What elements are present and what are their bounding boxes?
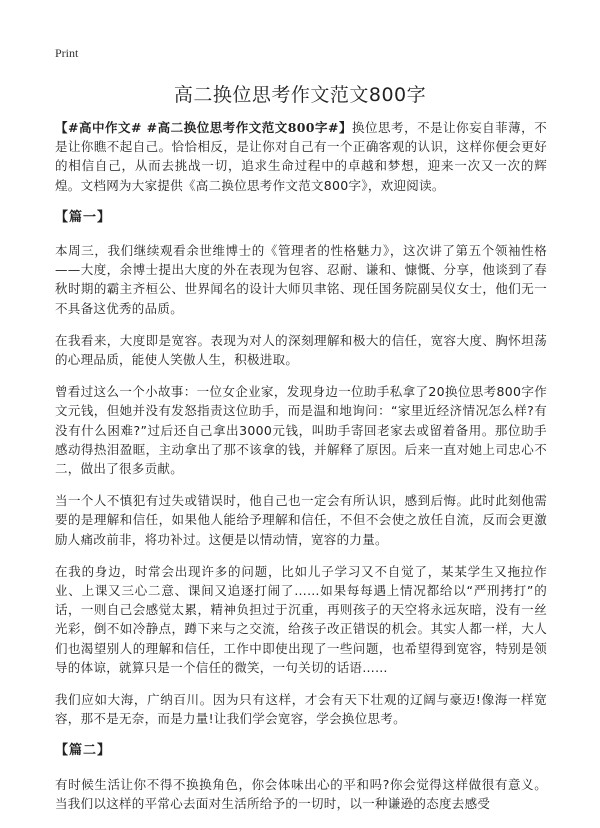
section-heading-1: 【篇一】 [55,209,112,225]
section-1-paragraph-2: 在我看来，大度即是宽容。表现为对人的深刻理解和极大的信任，宽容大度、胸怀坦荡的心理品质，能使人笑傲人生，积极进取。 [55,332,547,368]
section-2-paragraph-1: 有时候生活让你不得不换换角色，你会体味出心的平和吗?你会觉得这样做很有意义。当我们以这样的平常心去面对生活所给予的一切时，以一种谦逊的态度去感受 [55,776,547,811]
page-title: 高二换位思考作文范文800字 [173,84,427,106]
intro-text: 换位思考，不是让你妄自菲薄，不是让你瞧不起自己。恰恰相反，是让你对自己有一个正确客观的认识，这样你便会更好的相信自己，从而去挑战一切，追求生命过程中的卓越和梦想，迎来一次又一次的辉煌。文档网为大家提供《高二换位思考作文范文800字》，欢迎阅读。 [55,120,547,193]
section-1-paragraph-3: 曾看过这么一个小故事：一位女企业家，发现身边一位助手私拿了20换位思考800字作文元钱，但她并没有发怒指责这位助手，而是温和地询问：“家里近经济情况怎么样?有没有什么困难?”过后还自己拿出3000元钱，叫助手寄回老家去或留着备用。那位助手感动得热泪盈眶，主动拿出了那不该拿的钱，并解释了原因。后来一直对她上司忠心不二，做出了很多贡献。 [55,384,547,477]
section-1-paragraph-1: 本周三，我们继续观看余世维博士的《管理者的性格魅力》，这次讲了第五个领袖性格——大度，余博士提出大度的外在表现为包容、忍耐、谦和、慷慨、分享，他谈到了春秋时期的霸主齐桓公、世界闻名的设计大师贝聿铭、现任国务院副吴仪女士，他们无一不具备这优秀的品质。 [55,243,547,316]
section-1-paragraph-5: 在我的身边，时常会出现许多的问题，比如儿子学习又不自觉了，某某学生又拖拉作业、上课又三心二意、课间又追逐打闹了……如果每每遇上情况都给以“严刑拷打”的话，一则自己会感觉太累，精神负担过于沉重，再则孩子的天空将永远灰暗，没有一丝光彩，倒不如冷静点，蹲下来与之交流，给孩子改正错误的机会。其实人都一样，大人们也渴望别人的理解和信任，工作中即使出现了一些问题，也希望得到宽容，特别是领导的体谅，就算只是一个信任的微笑，一句关切的话语…… [55,563,547,675]
section-1-paragraph-4: 当一个人不慎犯有过失或错误时，他自己也一定会有所认识，感到后悔。此时此刻他需要的是理解和信任，如果他人能给予理解和信任，不但不会使之放任自流，反而会更激励人痛改前非，将功补过。这便是以情动情，宽容的力量。 [55,493,547,547]
section-1-paragraph-6: 我们应如大海，广纳百川。因为只有这样，才会有天下壮观的辽阔与豪迈!像海一样宽容，那不是无奈，而是力量!让我们学会宽容，学会换位思考。 [55,692,547,727]
section-heading-2: 【篇二】 [55,743,112,759]
intro-paragraph [55,118,547,195]
article-body [55,118,547,826]
intro-tag: 【#高中作文# #高二换位思考作文范文800字#】 [55,120,353,135]
print-link[interactable]: Print [55,46,79,60]
